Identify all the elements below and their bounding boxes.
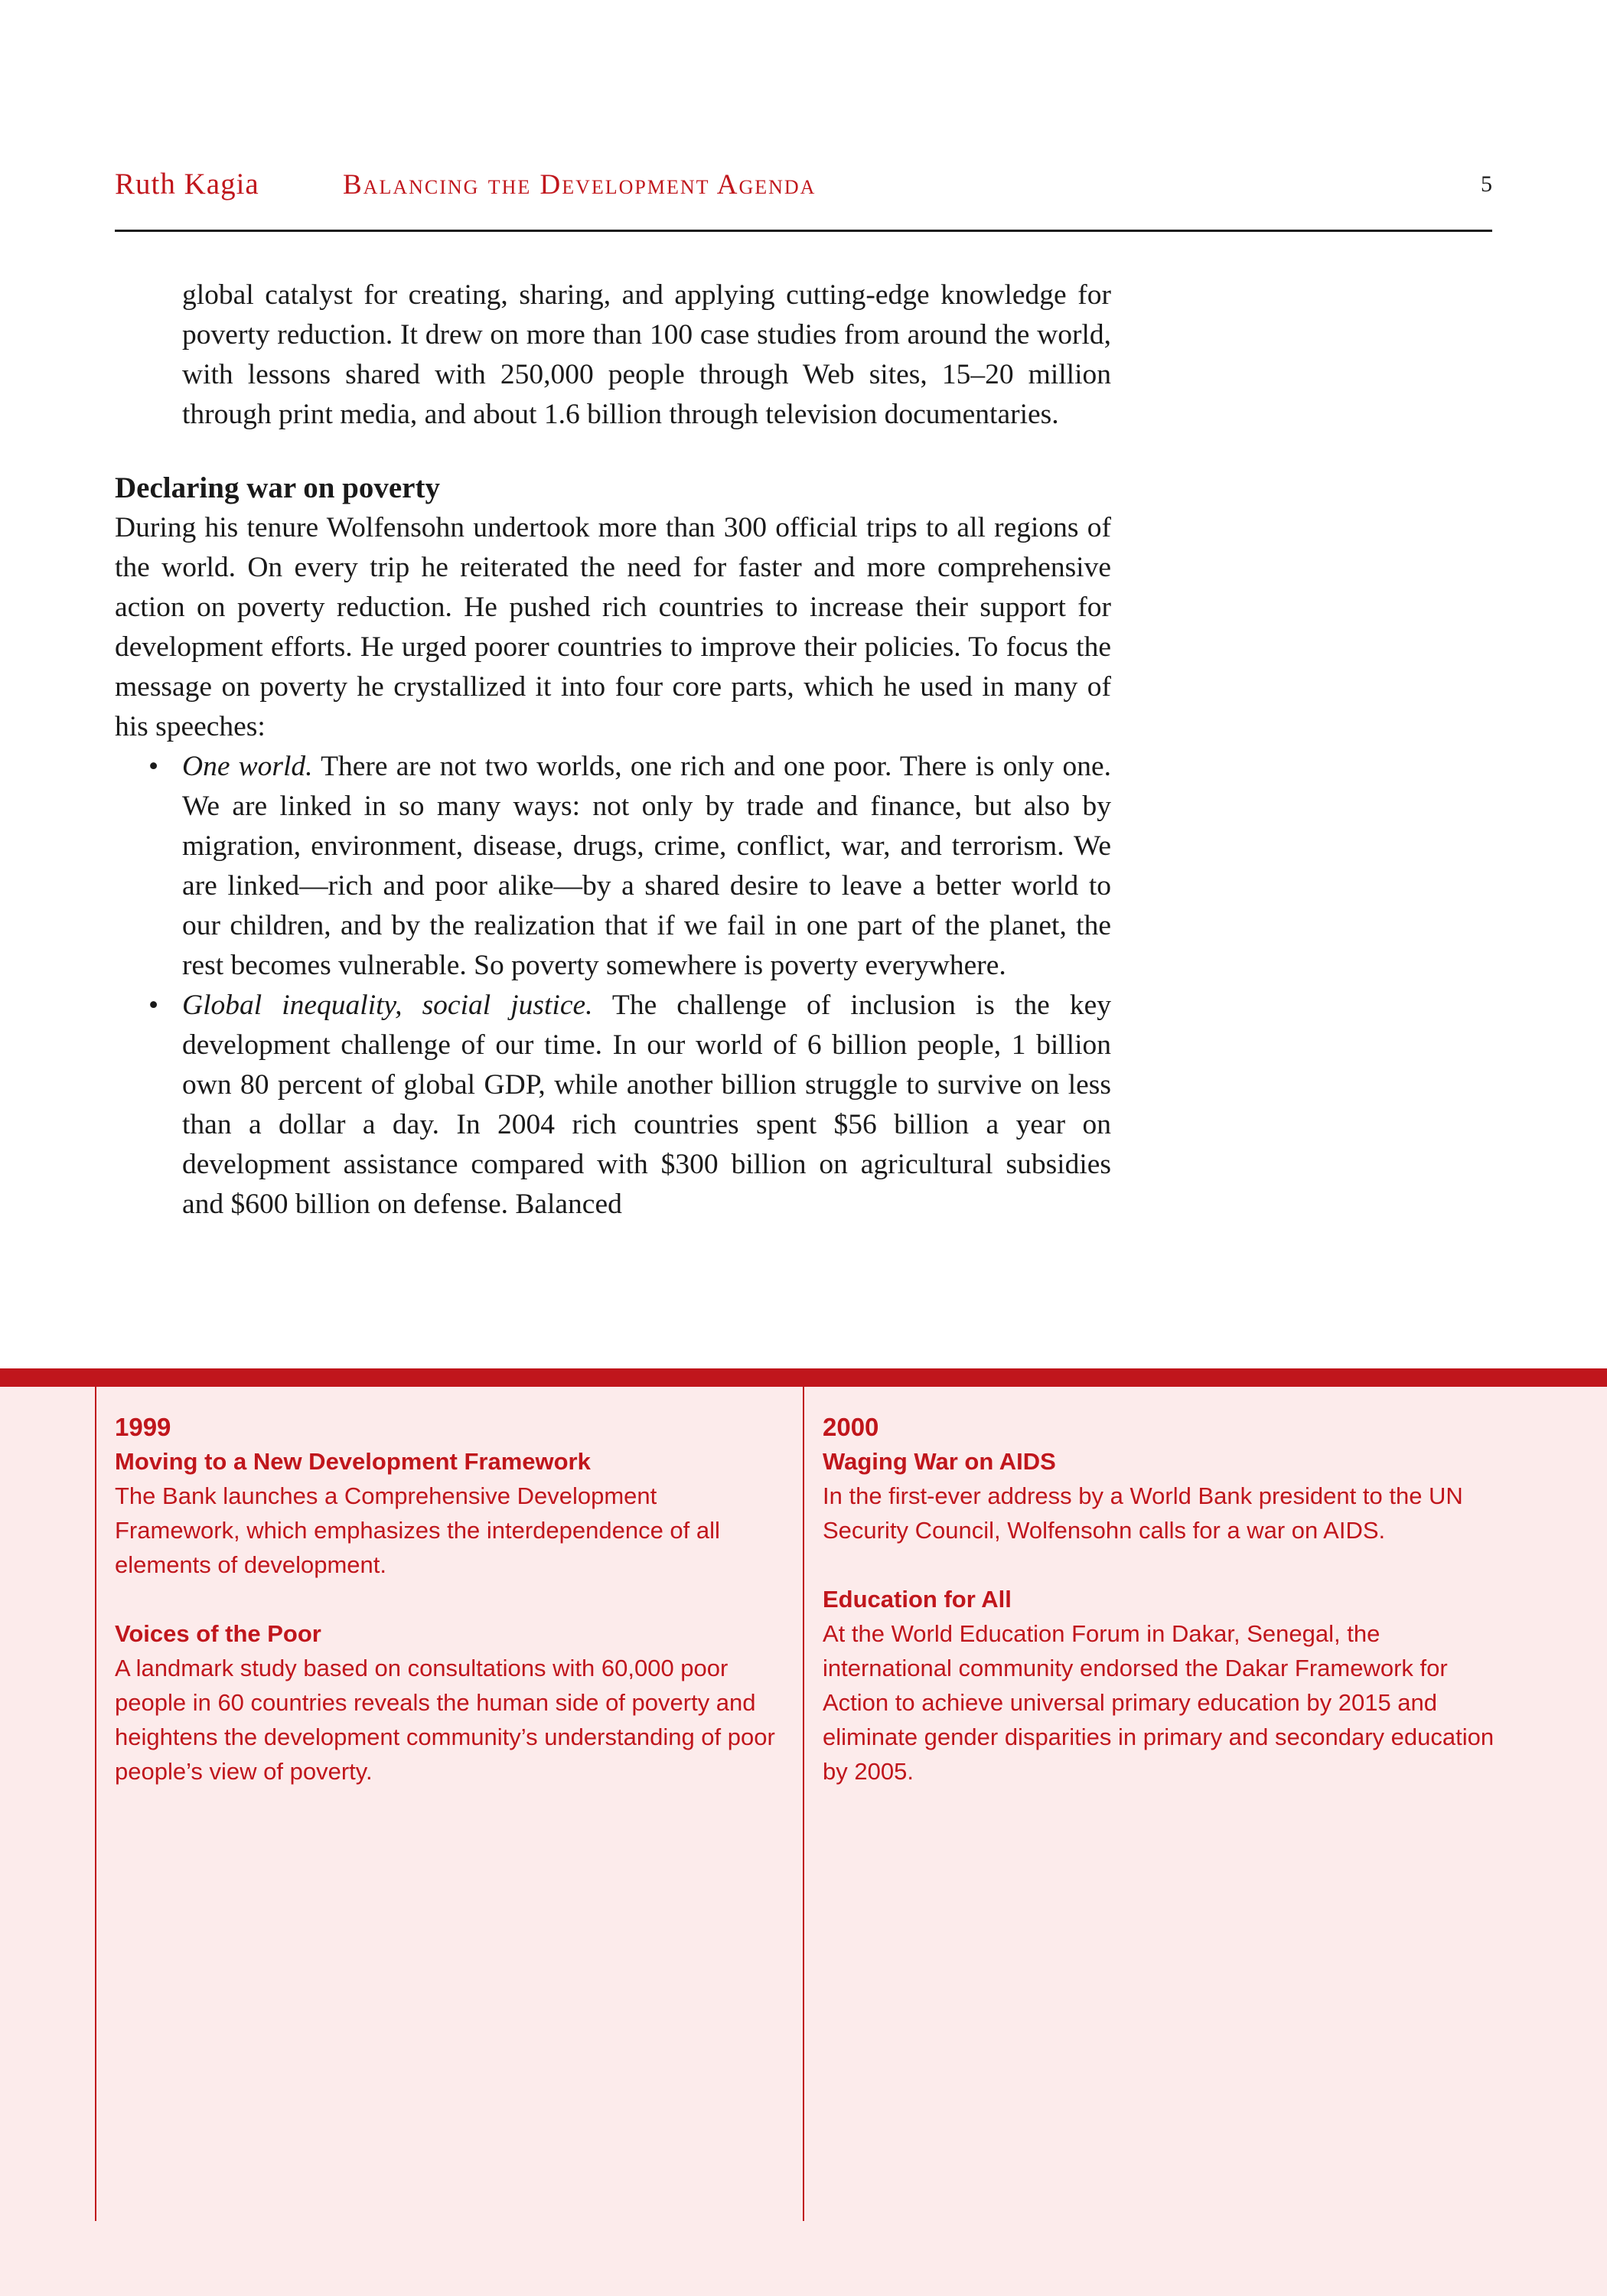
bullet-text: The challenge of inclusion is the key development challenge of our time. In our world of 6 billion people, 1 billion own 80 percent of global GDP, while another billion struggle to survive on less than a dollar a day. In 2004 rich countries spent $56 billion a year on development assistance compared with $300 billion on agricultural subsidies and $600 billion on defense. Balanced [182, 990, 1112, 1220]
bullet-lead: One world. [182, 751, 313, 782]
timeline-event-title: Voices of the Poor [115, 1620, 321, 1647]
timeline-event-text: The Bank launches a Comprehensive Development Framework, which emphasizes the interdependence of all elements of development. [115, 1482, 720, 1578]
continuation-paragraph: global catalyst for creating, sharing, and applying cutting-edge knowledge for poverty reduction. It drew on more than 100 case studies from around the world, with lessons shared with 250,000 people through Web sites, 15–20 million through print media, and about 1.6 billion through television documentaries. [182, 279, 1111, 430]
body-paragraph: During his tenure Wolfensohn undertook more than 300 official trips to all regions of the world. On every trip he reiterated the need for faster and more comprehensive action on poverty reduction. He pushed rich countries to increase their support for development efforts. He urged poorer countries to improve their policies. To focus the message on poverty he crystallized it into four core parts, which he used in many of his speeches: [115, 512, 1111, 742]
timeline-event-text: At the World Education Forum in Dakar, Senegal, the international community endorsed the Dakar Framework for Action to achieve universal primary education by 2015 and eliminate gender disparities in primary and secondary education by 2005. [823, 1620, 1495, 1785]
timeline-year: 2000 [823, 1413, 879, 1441]
bullet-icon: • [148, 751, 159, 782]
timeline-column-2000 [823, 1410, 1496, 1789]
timeline-panel [0, 1387, 1607, 2296]
main-text [115, 276, 1111, 1225]
timeline-event-title: Waging War on AIDS [823, 1448, 1056, 1475]
timeline-event-title: Moving to a New Development Framework [115, 1448, 591, 1475]
bullet-list [115, 747, 1111, 1225]
timeline-year: 1999 [115, 1413, 171, 1441]
timeline-event-title: Education for All [823, 1586, 1012, 1613]
header-book-title: Balancing the Development Agenda [343, 169, 817, 201]
bullet-text: There are not two worlds, one rich and one poor. There is only one. We are linked in so many ways: not only by trade and finance, but also by migration, environment, disease, drugs, crime, conflict, war, and terrorism. We are linked—rich and poor alike—by a shared desire to leave a better world to our children, and by the realization that if we fail in one part of the planet, the rest becomes vulnerable. So poverty somewhere is poverty everywhere. [182, 751, 1112, 981]
timeline-event-text: A landmark study based on consultations with 60,000 poor people in 60 countries reveals the human side of poverty and heightens the development community’s understanding of poor people’s view of poverty. [115, 1655, 775, 1785]
bullet-item [115, 747, 1111, 986]
bullet-lead: Global inequality, social justice. [182, 990, 593, 1021]
timeline-divider [803, 1387, 804, 2221]
timeline-divider [95, 1387, 96, 2221]
running-header [115, 167, 1492, 205]
section-heading: Declaring war on poverty [115, 471, 440, 504]
page-number: 5 [1481, 171, 1492, 197]
header-author: Ruth Kagia [115, 168, 259, 201]
timeline-top-band [0, 1368, 1607, 1387]
timeline-column-1999 [115, 1410, 788, 1789]
timeline-event-text: In the first-ever address by a World Bank president to the UN Security Council, Wolfensohn calls for a war on AIDS. [823, 1482, 1463, 1544]
bullet-icon: • [148, 990, 159, 1021]
header-rule [115, 230, 1492, 232]
bullet-item [115, 986, 1111, 1225]
